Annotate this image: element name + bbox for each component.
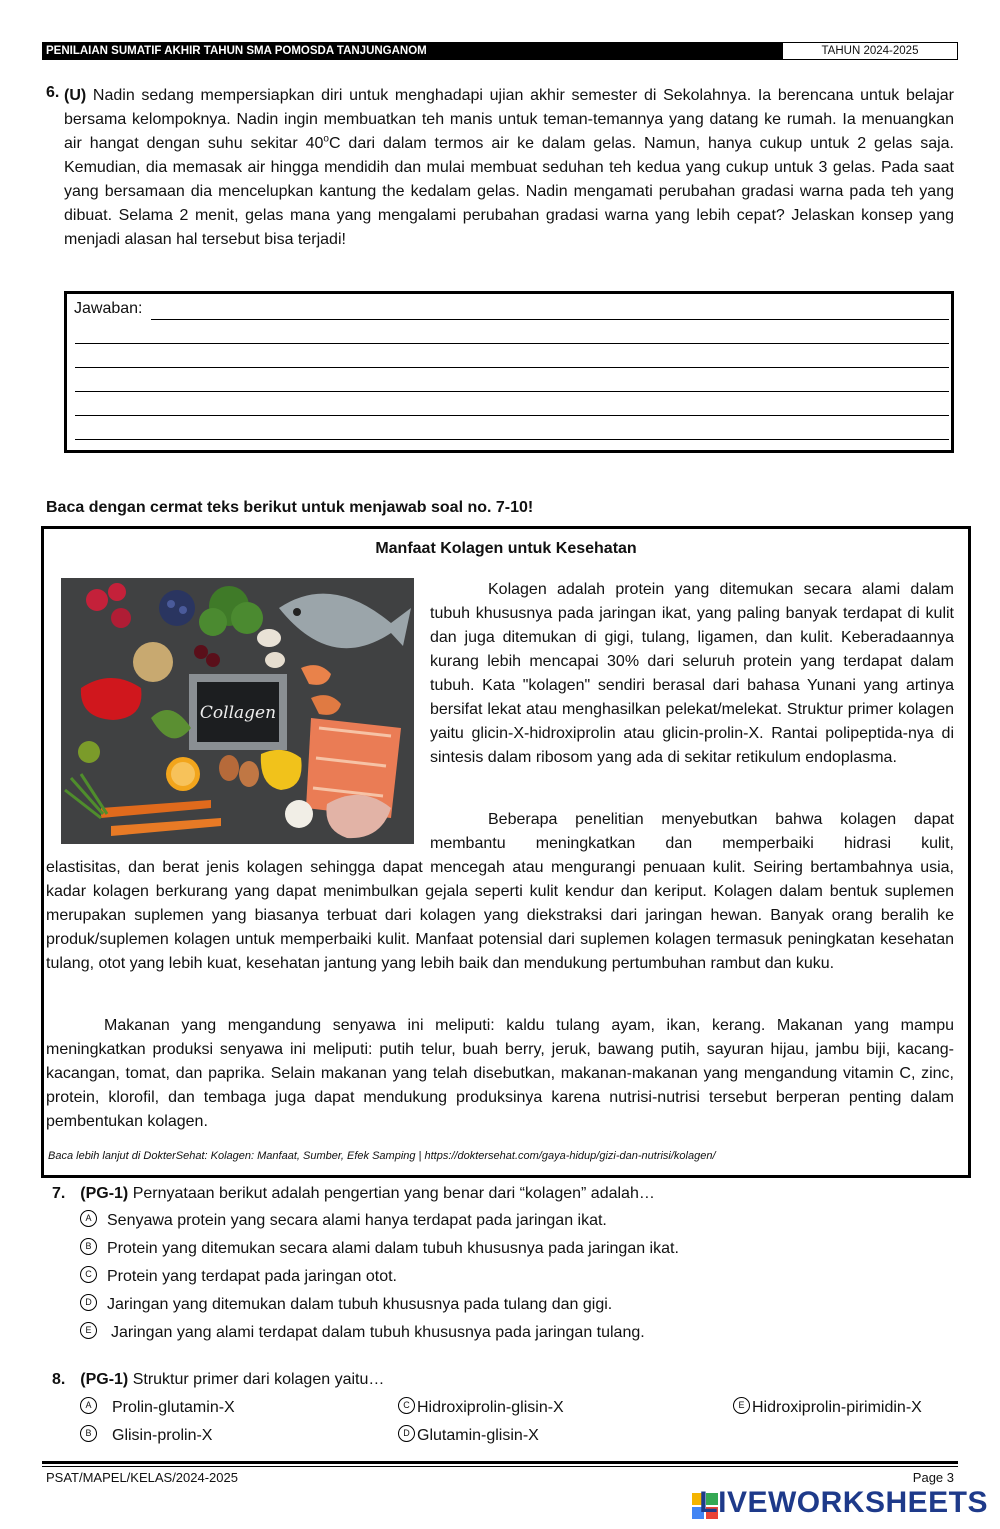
- q8-text: Struktur primer dari kolagen yaitu…: [132, 1371, 385, 1388]
- q8-option-c-text: Hidroxiprolin-glisin-X: [417, 1399, 564, 1416]
- q7-stem: [52, 1185, 655, 1203]
- option-circle-icon[interactable]: B: [80, 1238, 97, 1255]
- page-number: Page 3: [912, 1470, 954, 1485]
- q8-option-c[interactable]: [398, 1398, 564, 1418]
- collagen-food-image: [61, 578, 414, 844]
- q7-option-b-text: Protein yang ditemukan secara alami dalam tubuh khususnya pada jaringan ikat.: [107, 1240, 679, 1257]
- footer-code: PSAT/MAPEL/KELAS/2024-2025: [46, 1470, 238, 1485]
- q8-option-e-text: Hidroxiprolin-pirimidin-X: [752, 1399, 922, 1416]
- q7-tag: (PG-1): [80, 1185, 129, 1202]
- q7-option-b[interactable]: [80, 1239, 679, 1259]
- q7-option-c-text: Protein yang terdapat pada jaringan otot.: [107, 1268, 397, 1285]
- passage-title: Manfaat Kolagen untuk Kesehatan: [375, 540, 637, 557]
- passage-paragraph-2b: elastisitas, dan berat jenis kolagen sehingga dapat mencegah atau mengurangi penuaan kulit. Seiring bertambahnya usia, kadar kolagen berkurang yang dapat menimbulkan gejala seperti kulit kendur dan keriput. Kolagen dalam bentuk suplemen merupakan suplemen yang biasanya terbuat dari kolagen yang diekstraksi dari jaringan hewan. Banyak orang beralih ke produk/suplemen kolagen untuk memperbaiki kulit. Manfaat potensial dari suplemen kolagen termasuk peningkatan kesehatan tulang, otot yang lebih kuat, kesehatan jantung yang lebih baik dan mendukung pertumbuhan rambut dan kuku.: [46, 859, 954, 972]
- q6-number: 6.: [46, 84, 60, 101]
- q7-option-e-text: Jaringan yang alami terdapat dalam tubuh khususnya pada jaringan tulang.: [111, 1324, 645, 1341]
- q7-option-d[interactable]: [80, 1295, 612, 1315]
- chalkboard-label: Collagen: [199, 703, 277, 723]
- option-circle-icon[interactable]: E: [733, 1397, 750, 1414]
- q8-option-a[interactable]: [80, 1398, 235, 1418]
- passage-paragraph-1: Kolagen adalah protein yang ditemukan secara alami dalam tubuh khususnya pada jaringan ikat, yang paling banyak terdapat di kulit dan juga ditemukan di gigi, tulang, ligamen, dan kulit. Keberadaannya kurang lebih mencapai 30% dari seluruh protein yang terdapat dalam tubuh. Kata "kolagen" sendiri berasal dari bahasa Yunani yang artinya bersifat lekat atau menghasilkan pelekat/melekat. Struktur primer kolagen yaitu glicin-X-hidroxiprolin atau glicin-prolin-X. Rantai polipeptida-nya di sintesis dalam ribosom yang ada di sekitar retikulum endoplasma.: [430, 581, 954, 766]
- answer-label: Jawaban:: [74, 300, 143, 317]
- footer-rule: [42, 1466, 958, 1467]
- q6-degree: o: [323, 133, 329, 145]
- q8-tag: (PG-1): [80, 1371, 129, 1388]
- liveworksheets-brand: LIVEWORKSHEETS: [699, 1486, 988, 1519]
- answer-line[interactable]: [75, 343, 949, 344]
- passage-paragraph-2a: Beberapa penelitian menyebutkan bahwa kolagen dapat membantu meningkatkan dan memperbaiki hidrasi kulit,: [430, 811, 954, 852]
- page-footer: [42, 1461, 958, 1467]
- q7-option-a-text: Senyawa protein yang secara alami hanya terdapat pada jaringan ikat.: [107, 1212, 607, 1229]
- q8-option-b-text: Glisin-prolin-X: [112, 1427, 213, 1444]
- q6-text: [64, 84, 954, 252]
- q7-option-c[interactable]: [80, 1267, 397, 1287]
- footer-rule: [42, 1461, 958, 1464]
- q8-option-a-text: Prolin-glutamin-X: [112, 1399, 235, 1416]
- q8-number: 8.: [52, 1371, 66, 1388]
- option-circle-icon[interactable]: E: [80, 1322, 97, 1339]
- q7-text: Pernyataan berikut adalah pengertian yang benar dari “kolagen” adalah…: [132, 1185, 655, 1202]
- q8-option-e[interactable]: [733, 1398, 922, 1418]
- q7-option-e[interactable]: [80, 1323, 645, 1343]
- q6-body: Nadin sedang mempersiapkan diri untuk menghadapi ujian akhir semester di Sekolahnya. Ia berencana untuk belajar bersama kelompoknya. Nadin ingin membuatkan teh manis untuk teman-temannya yang datang ke rumah. Ia menuangkan air hangat dengan suhu sekitar 40: [64, 87, 954, 152]
- answer-box[interactable]: [64, 291, 954, 453]
- reading-instruction: Baca dengan cermat teks berikut untuk menjawab soal no. 7-10!: [46, 499, 534, 516]
- option-circle-icon[interactable]: C: [398, 1397, 415, 1414]
- option-circle-icon[interactable]: C: [80, 1266, 97, 1283]
- answer-line[interactable]: [75, 415, 949, 416]
- q7-option-a[interactable]: [80, 1211, 607, 1231]
- passage-paragraph-3: Makanan yang mengandung senyawa ini meliputi: kaldu tulang ayam, ikan, kerang. Makanan yang mampu meningkatkan produksi senyawa ini meliputi: putih telur, buah berry, jeruk, bawang putih, sayuran hijau, jambu biji, kacang-kacangan, tomat, dan paprika. Selain makanan yang telah disebutkan, makanan-makanan yang mengandung vitamin C, zinc, protein, klorofil, dan tembaga juga dapat mendukung produksinya karena nutrisi-nutrisi tersebut berperan penting dalam pembentukan kolagen.: [46, 1017, 954, 1130]
- q8-option-d[interactable]: [398, 1426, 539, 1446]
- q7-option-d-text: Jaringan yang ditemukan dalam tubuh khususnya pada tulang dan gigi.: [107, 1296, 613, 1313]
- option-circle-icon[interactable]: D: [80, 1294, 97, 1311]
- page-header: [42, 42, 958, 60]
- option-circle-icon[interactable]: D: [398, 1425, 415, 1442]
- q6-tag: (U): [64, 87, 87, 104]
- answer-line[interactable]: [75, 367, 949, 368]
- answer-line[interactable]: [75, 439, 949, 440]
- q7-number: 7.: [52, 1185, 66, 1202]
- passage-source: Baca lebih lanjut di DokterSehat: Kolagen: Manfaat, Sumber, Efek Samping | https://doktersehat.com/gaya-hidup/gizi-dan-nutrisi/kolagen/: [48, 1150, 716, 1162]
- answer-line[interactable]: [151, 319, 949, 320]
- q6-body-2: C dari dalam termos air ke dalam gelas. Namun, hanya cukup untuk 2 gelas saja. Kemudian, dia memasak air hingga mendidih dan mulai membuat seduhan teh kedua yang cukup untuk 3 gelas. Pada saat yang bersamaan dia mencelupkan kantung the kedalam gelas. Nadin mengamati perubahan gradasi warna pada teh yang dibuat. Selama 2 menit, gelas mana yang mengalami perubahan gradasi warna yang lebih cepat? Jelaskan konsep yang menjadi alasan hal tersebut bisa terjadi!: [64, 135, 955, 248]
- header-title: PENILAIAN SUMATIF AKHIR TAHUN SMA POMOSDA TANJUNGANOM: [42, 42, 782, 60]
- answer-line[interactable]: [75, 391, 949, 392]
- option-circle-icon[interactable]: B: [80, 1425, 97, 1442]
- option-circle-icon[interactable]: A: [80, 1397, 97, 1414]
- header-year: TAHUN 2024-2025: [782, 42, 958, 60]
- q8-option-d-text: Glutamin-glisin-X: [417, 1427, 539, 1444]
- q8-stem: [52, 1371, 384, 1389]
- option-circle-icon[interactable]: A: [80, 1210, 97, 1227]
- q8-option-b[interactable]: [80, 1426, 212, 1446]
